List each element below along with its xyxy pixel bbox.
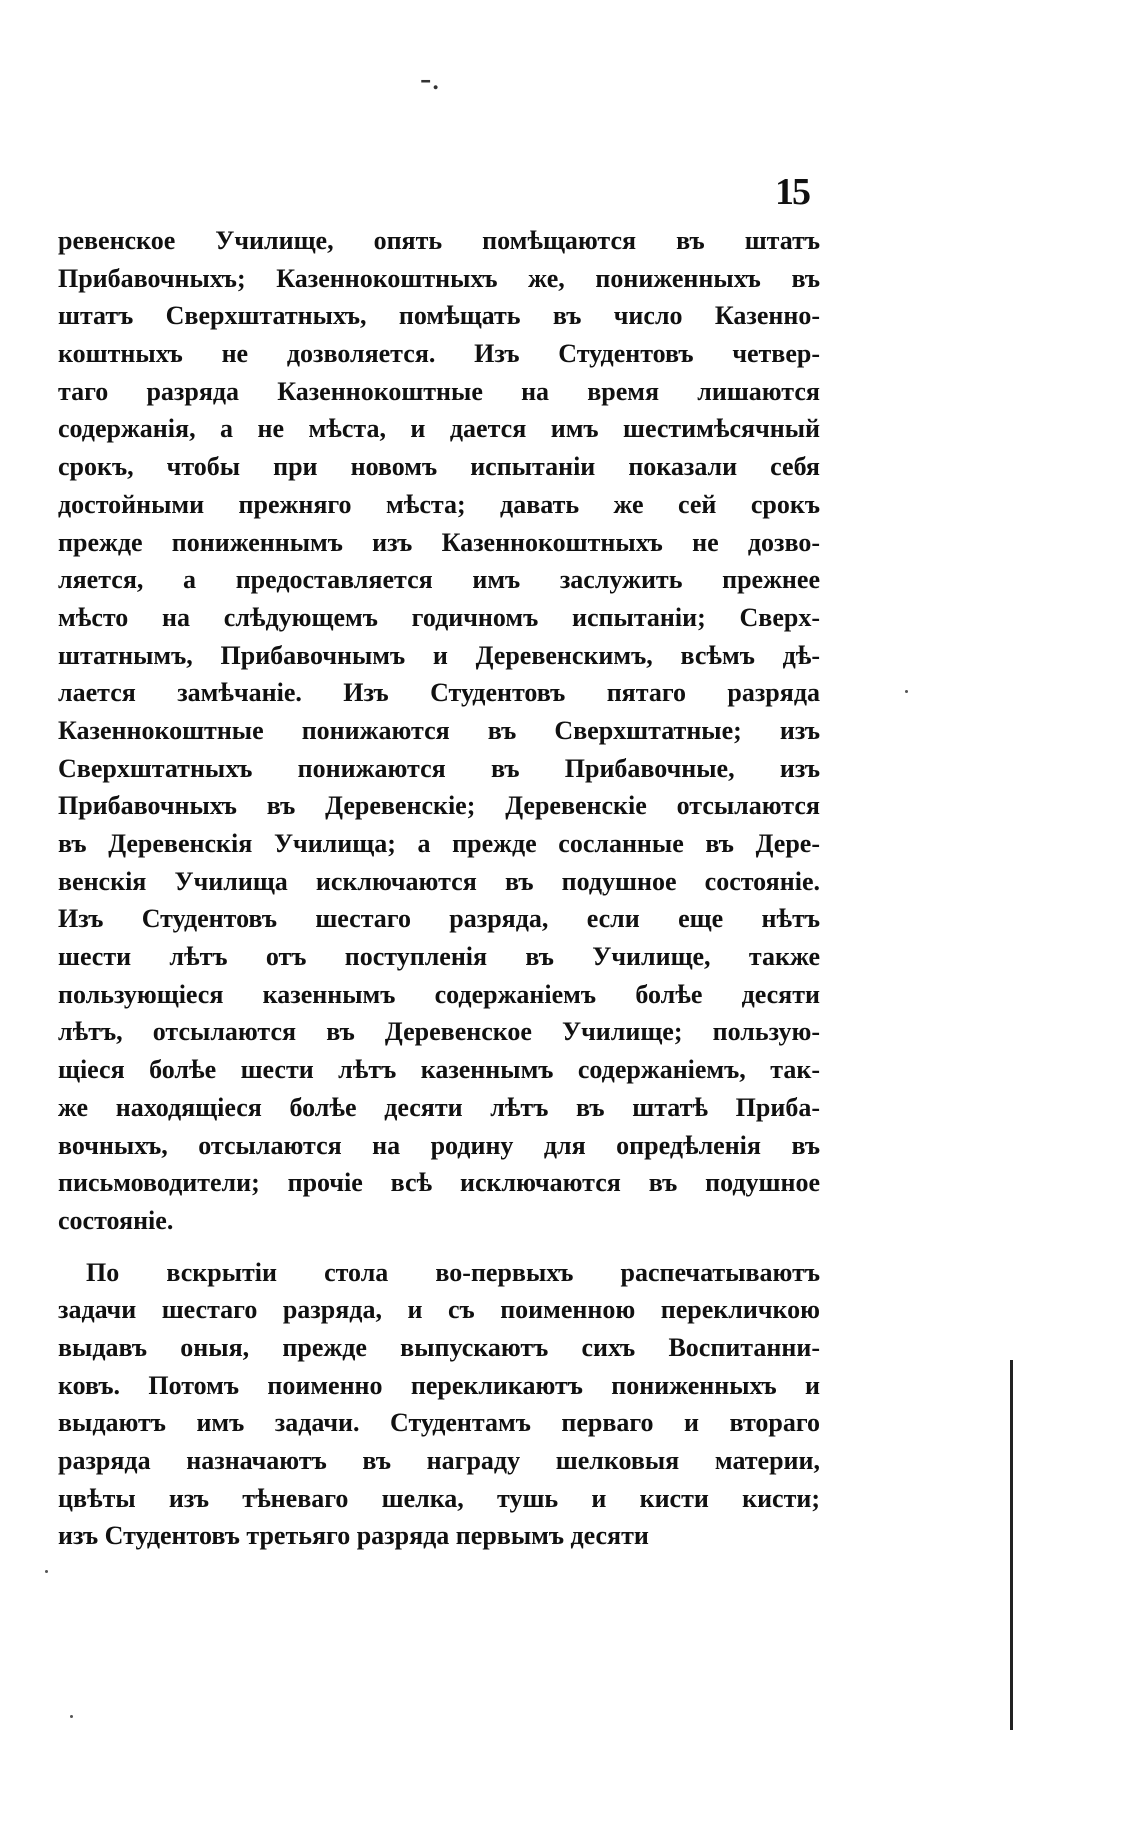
text-line: Прибавочныхъ; Казеннокоштныхъ же, пониженныхъ въ bbox=[58, 263, 820, 293]
text-line: Сверхштатныхъ понижаются въ Прибавочные, изъ bbox=[58, 753, 820, 783]
top-mark: -. bbox=[420, 60, 440, 97]
speck bbox=[45, 1570, 48, 1573]
paragraph-1 bbox=[58, 222, 820, 1240]
text-line: мѣсто на слѣдующемъ годичномъ испытаніи; Сверх- bbox=[58, 602, 820, 632]
text-line: ревенское Училище, опять помѣщаются въ штатъ bbox=[58, 226, 820, 255]
text-line: изъ Студентовъ третьяго разряда первымъ десяти bbox=[58, 1521, 649, 1551]
speck bbox=[905, 690, 908, 693]
text-line: письмоводители; прочіе всѣ исключаются въ подушное bbox=[58, 1168, 820, 1198]
text-line: Прибавочныхъ въ Деревенскіе; Деревенскіе отсылаются bbox=[58, 791, 820, 821]
text-line: же находящіеся болѣе десяти лѣтъ въ штатѣ Приба- bbox=[58, 1092, 820, 1122]
text-line: венскія Училища исключаются въ подушное состояніе. bbox=[58, 866, 820, 896]
text-line: прежде пониженнымъ изъ Казеннокоштныхъ не дозво- bbox=[58, 527, 820, 557]
text-line: Изъ Студентовъ шестаго разряда, если еще нѣтъ bbox=[58, 904, 820, 934]
page-number: 15 bbox=[775, 171, 809, 213]
text-line: содержанія, а не мѣста, и дается имъ шестимѣсячный bbox=[58, 414, 820, 444]
margin-rule bbox=[1010, 1360, 1013, 1730]
text-line: Казеннокоштные понижаются въ Сверхштатные; изъ bbox=[58, 715, 820, 745]
text-line: въ Деревенскія Училища; а прежде сосланные въ Дере- bbox=[58, 829, 820, 858]
text-line: разряда назначаютъ въ награду шелковыя материи, bbox=[58, 1446, 820, 1475]
text-line: срокъ, чтобы при новомъ испытаніи показали себя bbox=[58, 452, 820, 482]
text-line: По вскрытіи стола во-первыхъ распечатываютъ bbox=[86, 1257, 820, 1287]
text-line: лается замѣчаніе. Изъ Студентовъ пятаго разряда bbox=[58, 678, 820, 708]
text-line: щіеся болѣе шести лѣтъ казеннымъ содержаніемъ, так- bbox=[58, 1055, 820, 1085]
text-line: цвѣты изъ тѣневаго шелка, тушь и кисти кисти; bbox=[58, 1483, 820, 1513]
text-line: ляется, а предоставляется имъ заслужить прежнее bbox=[58, 565, 820, 595]
text-line: коштныхъ не дозволяется. Изъ Студентовъ четвер- bbox=[58, 339, 820, 369]
text-line: ковъ. Потомъ поименно перекликаютъ пониженныхъ и bbox=[58, 1370, 820, 1400]
page-body bbox=[58, 222, 820, 1555]
text-line: задачи шестаго разряда, и съ поименною перекличкою bbox=[58, 1295, 820, 1325]
speck bbox=[70, 1715, 73, 1718]
paragraph-2 bbox=[58, 1254, 820, 1556]
text-line: вочныхъ, отсылаются на родину для опредѣленія въ bbox=[58, 1130, 820, 1160]
text-line: таго разряда Казеннокоштные на время лишаются bbox=[58, 376, 820, 406]
text-line: лѣтъ, отсылаются въ Деревенское Училище; пользую- bbox=[58, 1017, 820, 1047]
text-line: штатнымъ, Прибавочнымъ и Деревенскимъ, всѣмъ дѣ- bbox=[58, 640, 820, 670]
text-line: пользующіеся казеннымъ содержаніемъ болѣе десяти bbox=[58, 979, 820, 1009]
text-line: достойными прежняго мѣста; давать же сей срокъ bbox=[58, 489, 820, 519]
text-line: шести лѣтъ отъ поступленія въ Училище, также bbox=[58, 942, 820, 972]
text-line: выдавъ оныя, прежде выпускаютъ сихъ Воспитанни- bbox=[58, 1332, 820, 1362]
text-line: состояніе. bbox=[58, 1205, 174, 1235]
text-line: выдаютъ имъ задачи. Студентамъ перваго и втораго bbox=[58, 1408, 820, 1438]
text-line: штатъ Сверхштатныхъ, помѣщать въ число Казенно- bbox=[58, 301, 820, 331]
